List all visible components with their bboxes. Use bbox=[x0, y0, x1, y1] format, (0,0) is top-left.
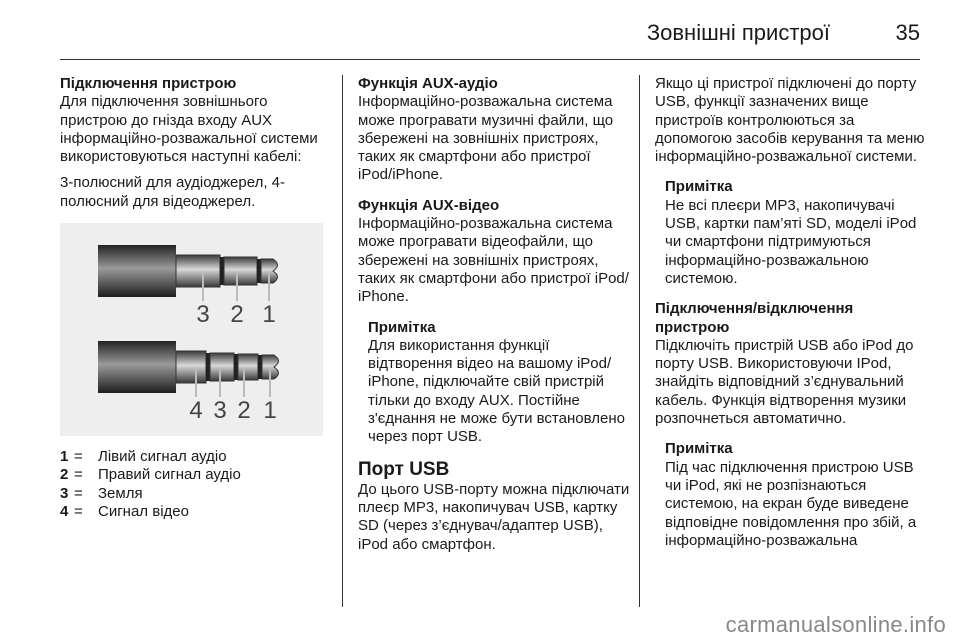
note-title: Примітка bbox=[665, 178, 733, 196]
paragraph: Підключіть пристрій USB або iPod до порту USB. Використовуючи IPod, знайдіть відповідний з’єднувальний кабель. Функція відтворення музики розпочнеться автоматично. bbox=[655, 336, 914, 428]
pin-label: 1 bbox=[262, 301, 276, 329]
legend-text: Лівий сигнал аудіо bbox=[98, 448, 227, 466]
column-divider bbox=[639, 75, 640, 607]
section-heading: Підключення пристрою bbox=[60, 75, 237, 92]
column-divider bbox=[342, 75, 343, 607]
paragraph: Інформаційно-розважальна система може програвати музичні файли, що збережені на зовнішніх пристроях, таких як смартфони або пристрої iPod/iPhone. bbox=[358, 93, 614, 184]
pin-label: 2 bbox=[237, 397, 251, 425]
legend-sep: = bbox=[74, 502, 83, 520]
paragraph: До цього USB-порту можна підключати плеєр MP3, накопичувач USB, картку SD (через з’єднувач/адаптер USB), iPod або смартфон. bbox=[358, 480, 630, 553]
header-rule bbox=[60, 59, 920, 60]
section-heading: Функція AUX-відео bbox=[358, 196, 500, 214]
plug-3-pole bbox=[98, 245, 278, 328]
jack-plugs-illustration bbox=[60, 223, 323, 436]
note-text: Не всі плеєри MP3, накопичувачі USB, картки пам’яті SD, моделі iPod чи смартфони підтримуються інформаційно-розважальною системою. bbox=[665, 196, 917, 287]
column-2 bbox=[358, 75, 633, 554]
watermark: carmanualsonline.info bbox=[725, 612, 946, 637]
figure-legend bbox=[60, 448, 328, 521]
note-title: Примітка bbox=[368, 318, 436, 336]
pin-label: 1 bbox=[263, 397, 277, 425]
paragraph: 3-полюсний для аудіоджерел, 4-полюсний для відеоджерел. bbox=[60, 174, 285, 210]
plug-4-pole bbox=[98, 341, 279, 424]
legend-sep: = bbox=[74, 448, 83, 466]
paragraph: Якщо ці пристрої підключені до порту USB, функції зазначених вище пристроїв контролюються за допомогою засобів керування та меню інформаційно-розважальної системи. bbox=[655, 75, 925, 166]
note-title: Примітка bbox=[665, 440, 733, 458]
pin-label: 3 bbox=[213, 397, 227, 425]
legend-key: 1 bbox=[60, 448, 69, 466]
legend-key: 3 bbox=[60, 484, 69, 502]
page-title: Зовнішні пристрої bbox=[646, 20, 830, 45]
pin-label: 2 bbox=[230, 301, 244, 329]
legend-text: Правий сигнал аудіо bbox=[98, 466, 241, 484]
legend-row bbox=[60, 485, 328, 503]
paragraph: Інформаційно-розважальна система може програвати відеофайли, що збережені на зовнішніх пристроях, таких як смартфони або пристрої iPod/ iPhone. bbox=[358, 215, 629, 306]
legend-row bbox=[60, 503, 328, 521]
section-title: Порт USB bbox=[358, 458, 450, 480]
jack-plugs-figure bbox=[60, 223, 323, 436]
section-heading: Функція AUX-аудіо bbox=[358, 75, 498, 92]
legend-text: Земля bbox=[98, 484, 143, 502]
legend-sep: = bbox=[74, 484, 83, 502]
page-header bbox=[60, 14, 920, 54]
note-text: Для використання функції відтворення відео на вашому iPod/ iPhone, підключайте свій пристрій тільки до входу AUX. Постійне з'єднання не може бути встановлено через порт USB. bbox=[368, 336, 625, 446]
pin-label: 3 bbox=[196, 301, 210, 329]
note-block bbox=[655, 440, 925, 550]
column-1 bbox=[60, 75, 328, 521]
section-heading: Підключення/відключення пристрою bbox=[655, 300, 854, 336]
column-3 bbox=[655, 75, 925, 550]
legend-key: 2 bbox=[60, 466, 69, 484]
legend-sep: = bbox=[74, 466, 83, 484]
note-text: Під час підключення пристрою USB чи iPod, які не розпізнаються системою, на екран буде виведене відповідне повідомлення про збій, а інформаційно-розважальна bbox=[665, 458, 917, 549]
legend-row bbox=[60, 466, 328, 484]
pin-label: 4 bbox=[189, 397, 203, 425]
note-block bbox=[655, 178, 925, 288]
legend-text: Сигнал відео bbox=[98, 502, 189, 520]
note-block bbox=[358, 319, 633, 447]
legend-key: 4 bbox=[60, 502, 69, 520]
legend-row bbox=[60, 448, 328, 466]
page-number: 35 bbox=[895, 20, 920, 45]
paragraph: Для підключення зовнішнього пристрою до гнізда входу AUX інформаційно-розважальної системи використовуються наступні кабелі: bbox=[60, 93, 318, 166]
